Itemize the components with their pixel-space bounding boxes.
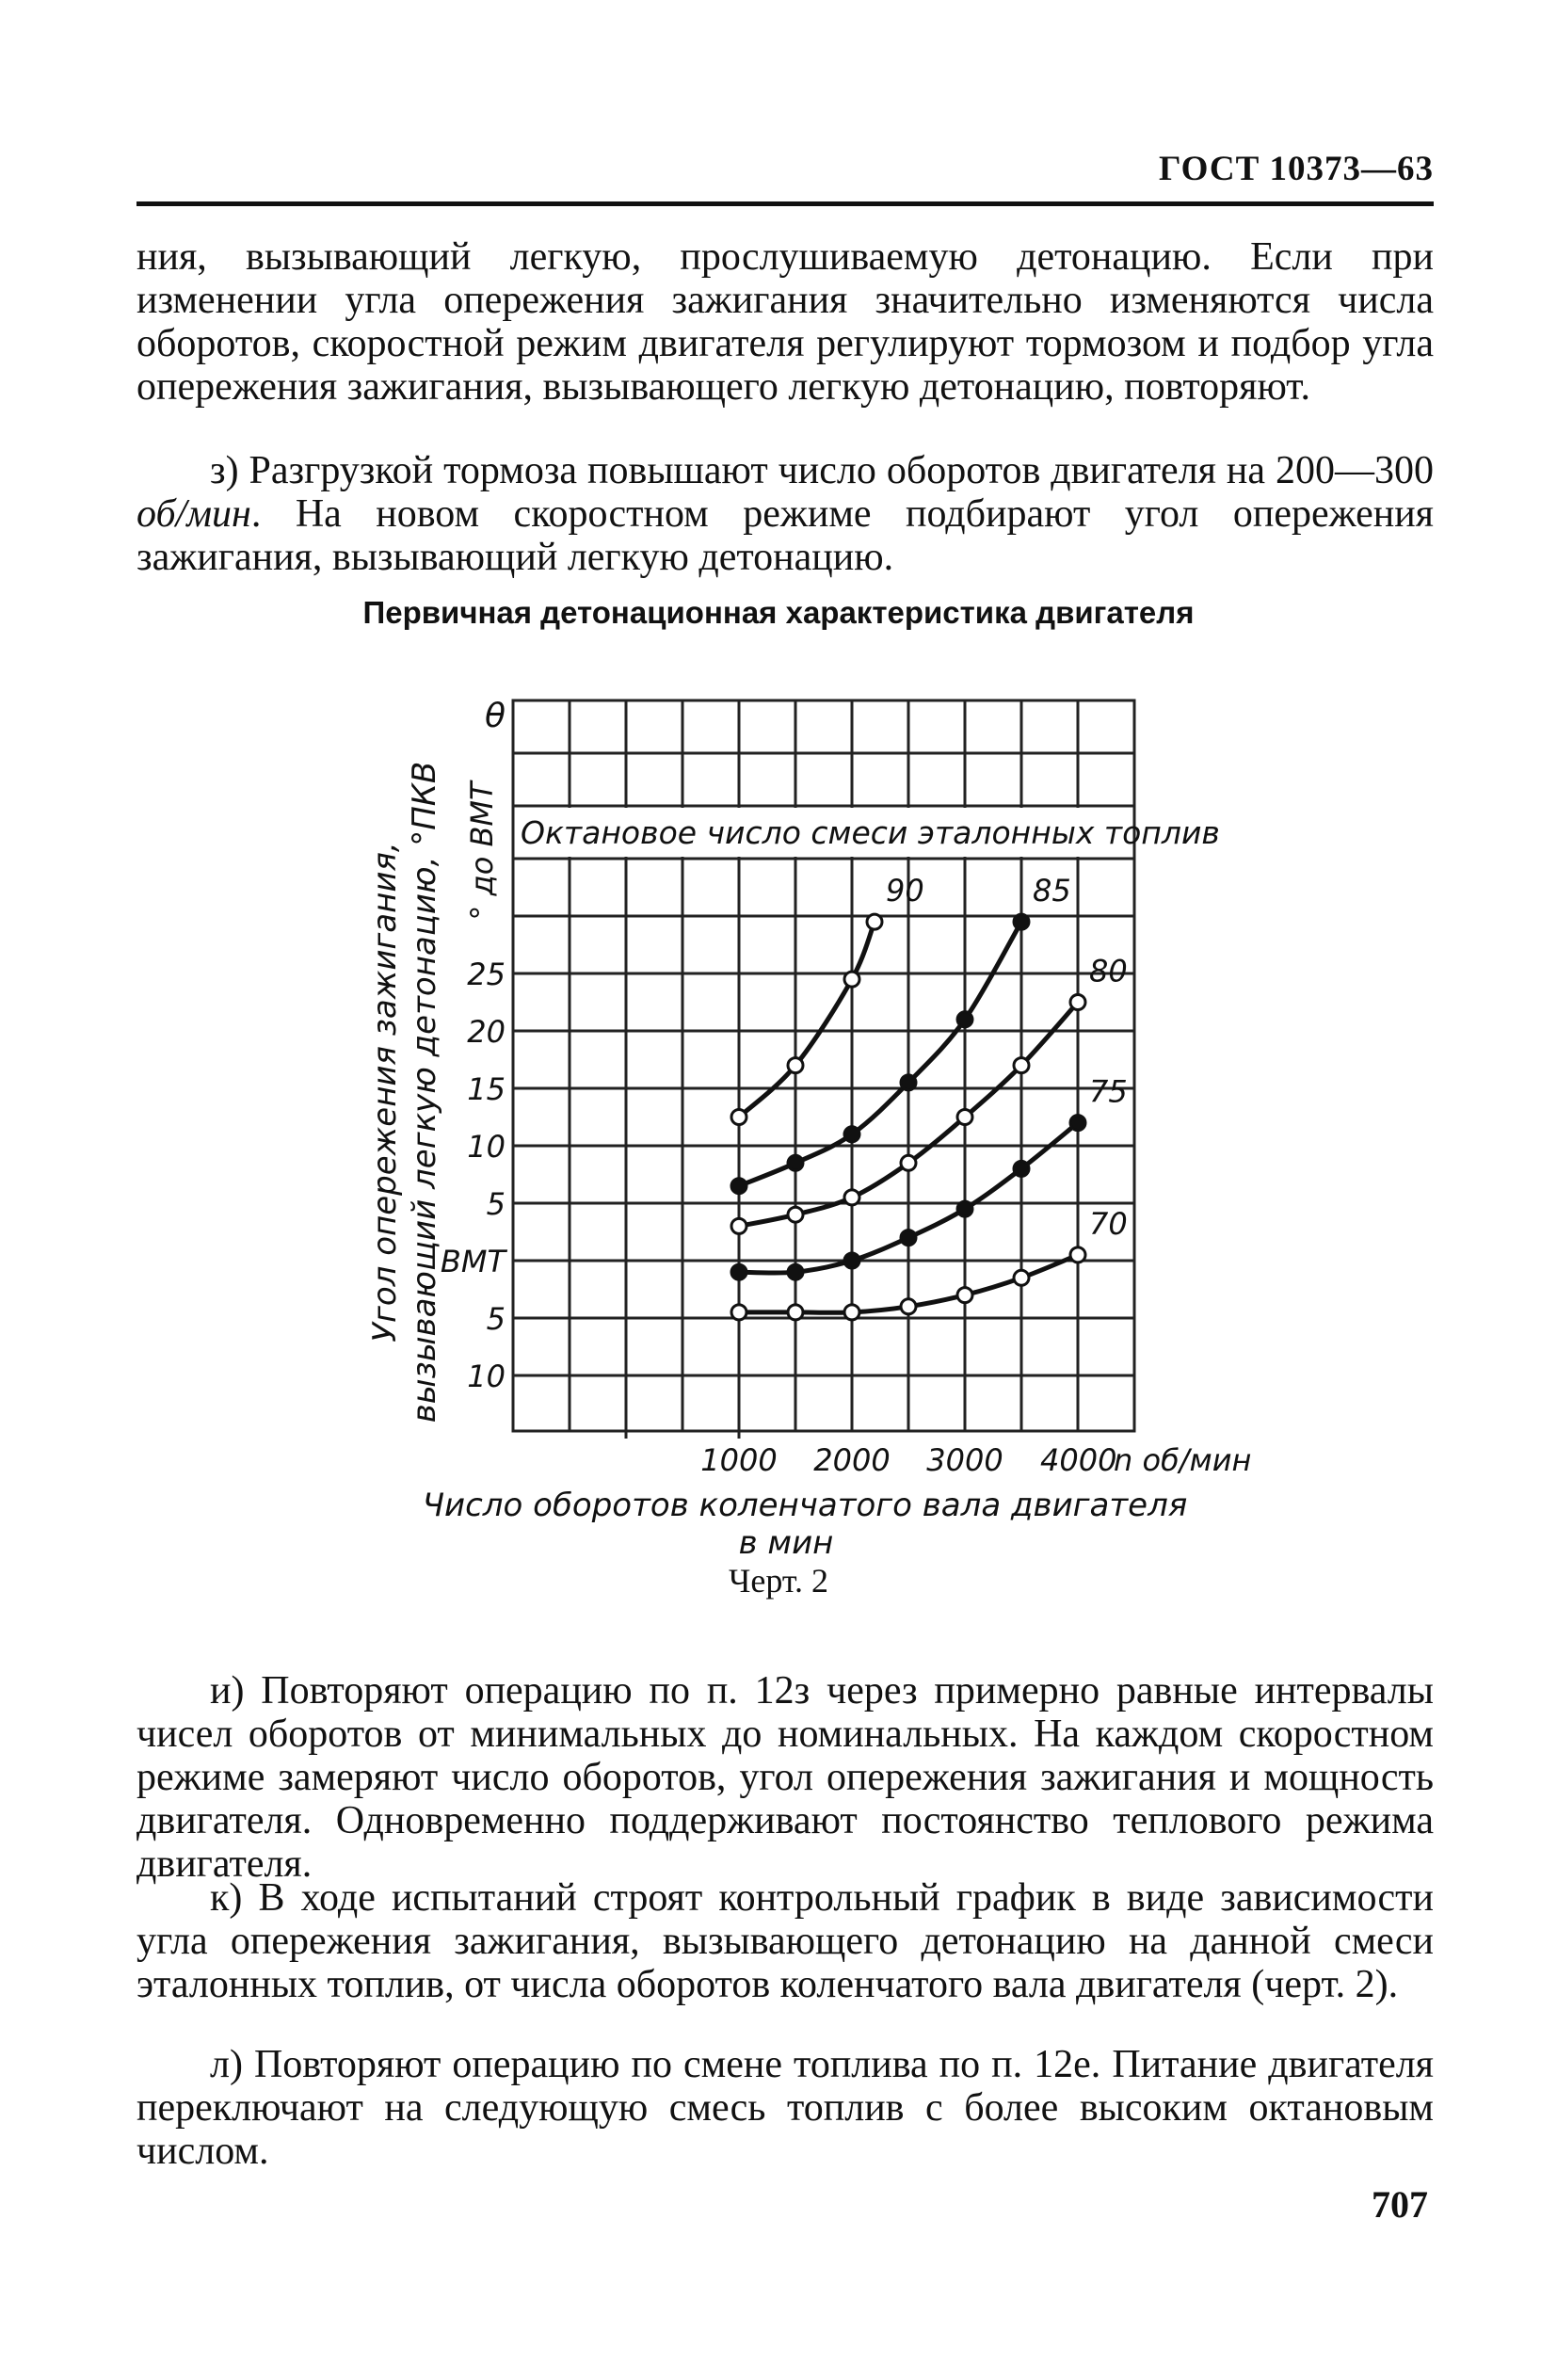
data-point-85-1 [788,1155,803,1170]
y-tick-label: 15 [467,1071,506,1107]
data-point-75-2 [844,1253,859,1268]
series-label-90: 90 [886,873,924,909]
data-point-80-3 [901,1155,916,1170]
data-point-70-6 [1070,1247,1085,1262]
data-point-70-2 [844,1305,859,1320]
data-point-70-5 [1014,1270,1029,1285]
data-point-90-2 [844,972,859,987]
y-tick-label: 20 [467,1014,506,1050]
figure-caption: Черт. 2 [729,1562,828,1600]
x-tick-label: 3000 [926,1442,1003,1478]
data-point-85-0 [731,1179,746,1194]
paragraph-z-unit: об/мин [136,492,251,536]
series-label-70: 70 [1089,1205,1128,1242]
series-label-85: 85 [1033,873,1071,909]
y-tick-label: 5 [486,1301,506,1337]
x-end-tick-label: 4000 [1040,1442,1117,1478]
data-point-80-6 [1070,995,1085,1010]
x-unit-label: n об/мин [1114,1442,1252,1478]
gost-code: ГОСТ 10373—63 [1159,150,1434,188]
data-point-75-3 [901,1230,916,1246]
data-point-75-5 [1014,1161,1029,1176]
paragraph-z [136,449,1434,579]
chart-grid [513,700,1134,1439]
y-tick-label: 25 [467,957,506,992]
y-tick-label: ВМТ [440,1244,506,1279]
data-point-80-0 [731,1218,746,1233]
paragraph-continuation: ния, вызывающий легкую, прослушиваемую детонацию. Если при изменении угла опережения зажигания значительно изменяются числа оборотов, скоростной режим двигателя регулируют тормозом и подбор угла опережения зажигания, вызывающего легкую детонацию, повторяют. [136,235,1434,409]
header-rule [136,201,1434,206]
paragraph-z-text-2: . На новом скоростном режиме подбирают угол опережения зажигания, вызывающий легкую детонацию. [136,492,1434,579]
y-tick-label: 10 [467,1129,506,1165]
paragraph-i: и) Повторяют операцию по п. 12з через примерно равные интервалы чисел оборотов от минимальных до номинальных. На каждом скоростном режиме замеряют число оборотов, угол опережения зажигания и мощность двигателя. Одновременно поддерживают постоянство теплового режима двигателя. [136,1669,1434,1886]
data-point-75-4 [957,1201,972,1216]
data-point-75-6 [1070,1116,1085,1131]
y-tick-label: 5 [486,1186,506,1222]
data-point-70-4 [957,1288,972,1303]
x-tick-label: 1000 [700,1442,778,1478]
page-number: 707 [1372,2183,1428,2226]
data-point-80-5 [1014,1058,1029,1073]
y-tick-label: 10 [467,1359,506,1394]
data-point-80-1 [788,1207,803,1222]
data-point-90-1 [788,1058,803,1073]
x-axis-title-line1: Число оборотов коленчатого вала двигателя [422,1487,1188,1524]
data-point-75-0 [731,1264,746,1279]
x-axis-title-line2: в мин [738,1524,834,1562]
y-axis-title-line2: вызывающий легкую детонацию, °ПКВ [406,761,443,1423]
detonation-chart [358,678,1252,1563]
page-header [136,149,1434,205]
paragraph-k: к) В ходе испытаний строят контрольный график в виде зависимости угла опережения зажигания, вызывающего детонацию на данной смеси эталонных топлив, от числа оборотов коленчатого вала двигателя (черт. 2). [136,1876,1434,2006]
data-point-70-0 [731,1305,746,1320]
y-axis-symbol: θ [484,697,506,735]
y-axis-title-line1: Угол опережения зажигания, [366,842,404,1343]
data-point-80-4 [957,1110,972,1125]
data-point-85-2 [844,1127,859,1142]
data-point-85-5 [1014,914,1029,929]
data-point-90-3 [867,914,882,929]
data-point-75-1 [788,1264,803,1279]
data-point-90-0 [731,1110,746,1125]
paragraph-l: л) Повторяют операцию по смене топлива по п. 12е. Питание двигателя переключают на следующую смесь топлив с более высоким октановым числом. [136,2043,1434,2173]
data-point-70-3 [901,1299,916,1314]
data-point-85-4 [957,1012,972,1027]
series-label-80: 80 [1089,953,1128,989]
series-label-75: 75 [1089,1073,1128,1110]
chart-title: Первичная детонационная характеристика двигателя [362,595,1195,630]
paragraph-z-text-1: з) Разгрузкой тормоза повышают число оборотов двигателя на 200—300 [210,449,1434,492]
y-unit-label: ° до ВМТ [464,781,500,921]
chart-curves [731,873,1128,1320]
legend-header-group [521,814,1220,851]
data-point-85-3 [901,1075,916,1090]
x-tick-label: 2000 [813,1442,891,1478]
legend-header-text: Октановое число смеси эталонных топлив [521,814,1220,851]
data-point-70-1 [788,1305,803,1320]
data-point-80-2 [844,1190,859,1205]
